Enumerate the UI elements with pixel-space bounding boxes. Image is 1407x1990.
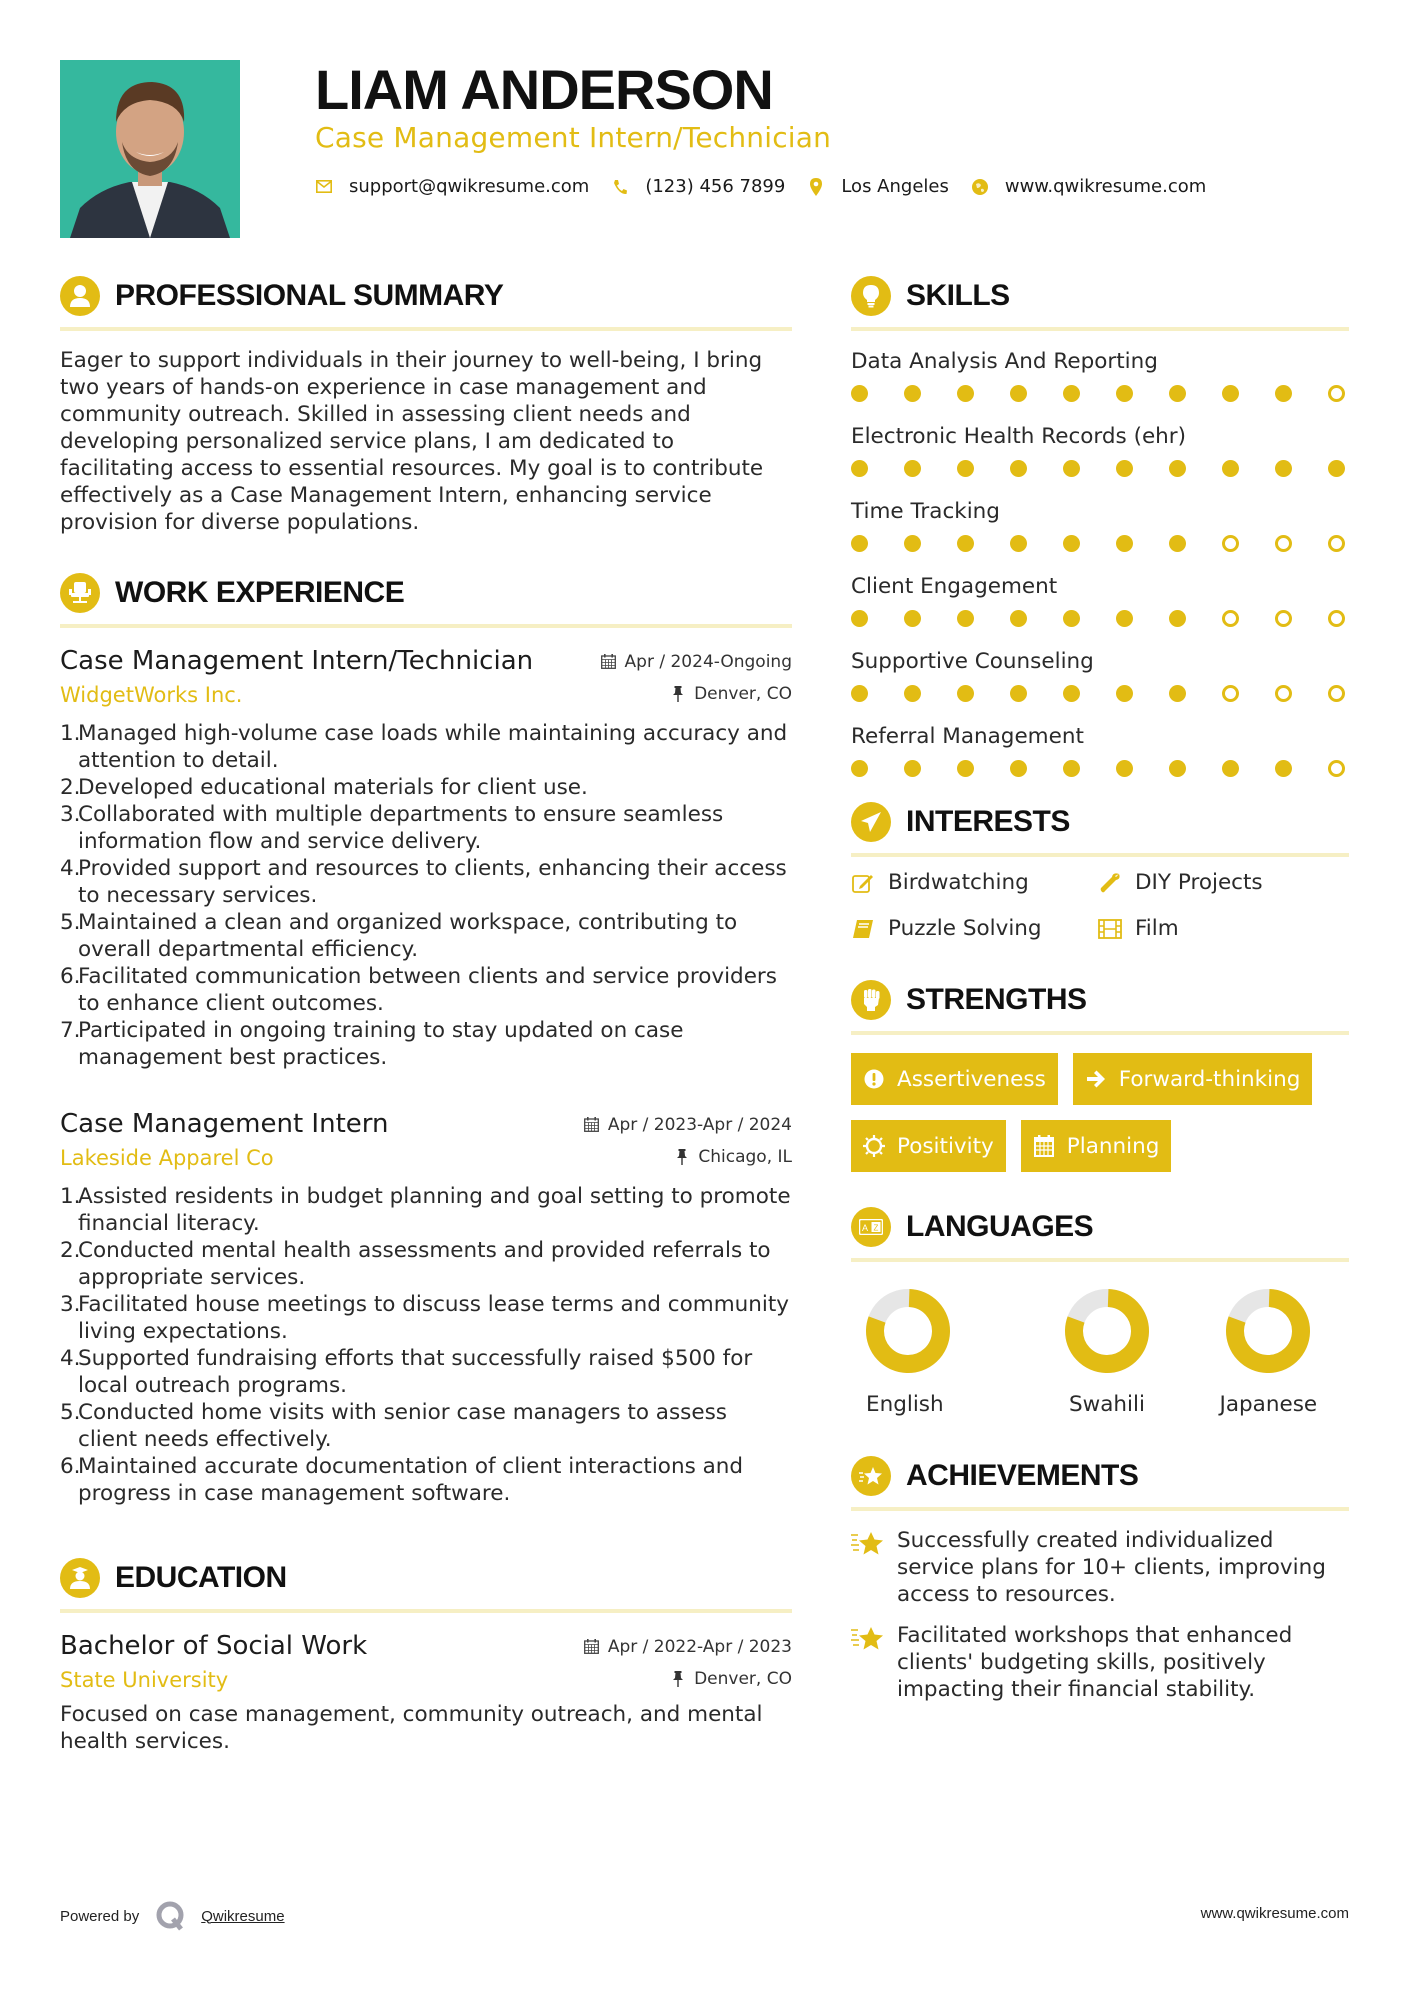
rating-dot-filled [1063, 760, 1080, 777]
skill-name: Client Engagement [851, 574, 1058, 599]
section-title: ACHIEVEMENTS [906, 1459, 1139, 1492]
section-title: WORK EXPERIENCE [115, 576, 405, 609]
strength-tag [1021, 1120, 1172, 1172]
rating-dot-filled [851, 685, 868, 702]
languages-list [851, 1288, 1349, 1417]
interest-label: Film [1135, 916, 1179, 941]
education-description: Focused on case management, community outreach, and mental health services. [60, 1702, 763, 1754]
skill-name: Electronic Health Records (ehr) [851, 424, 1187, 449]
rating-dot-empty [1275, 610, 1292, 627]
footer-website-link[interactable]: www.qwikresume.com [1200, 1905, 1349, 1922]
rating-dot-filled [904, 685, 921, 702]
rating-dot-empty [1275, 685, 1292, 702]
rating-dot-filled [1063, 610, 1080, 627]
section-divider [60, 624, 792, 628]
strength-tag [1073, 1053, 1313, 1105]
strength-label: Assertiveness [897, 1066, 1046, 1092]
star-badge-icon [851, 1456, 891, 1496]
section-divider [60, 1609, 792, 1613]
education-dates [584, 1637, 792, 1657]
raised-fist-icon [851, 980, 891, 1020]
office-chair-icon [60, 573, 100, 613]
paper-plane-icon [851, 802, 891, 842]
language-item [865, 1288, 1026, 1417]
bullet-item: 7. Participated in ongoing training to stay updated on case management best practices. [60, 1018, 684, 1070]
achievement-text: Facilitated workshops that enhanced clients' budgeting skills, positively impacting their financial stability. [897, 1623, 1293, 1702]
company-name: WidgetWorks Inc. [60, 683, 243, 707]
skill-item [851, 347, 1349, 416]
skill-name: Supportive Counseling [851, 649, 1094, 674]
section-title: STRENGTHS [906, 983, 1087, 1016]
rating-dot-empty [1275, 535, 1292, 552]
envelope-icon [315, 178, 333, 196]
rating-dot-filled [1169, 460, 1186, 477]
rating-dot-filled [957, 460, 974, 477]
language-name: Japanese [1219, 1392, 1318, 1417]
calendar-icon [601, 654, 617, 670]
rating-dot-filled [1063, 685, 1080, 702]
section-title: EDUCATION [115, 1561, 287, 1594]
svg-text:A: A [861, 1223, 869, 1233]
contact-location-text: Los Angeles [841, 176, 949, 197]
rating-dot-filled [1063, 535, 1080, 552]
rating-dot-filled [1275, 385, 1292, 402]
job-location-text: Chicago, IL [698, 1147, 792, 1167]
skill-item [851, 422, 1349, 491]
job-location [674, 1147, 792, 1167]
job-location-text: Denver, CO [694, 684, 792, 704]
language-name: English [866, 1392, 944, 1417]
achievements-section [851, 1455, 1349, 1703]
contact-phone-text: (123) 456 7899 [645, 176, 786, 197]
left-column [60, 275, 792, 1783]
rating-dot-filled [1169, 385, 1186, 402]
graduate-icon [60, 1558, 100, 1598]
profile-photo [60, 60, 240, 238]
bullet-item: 5. Conducted home visits with senior case managers to assess client needs effectively. [60, 1400, 728, 1452]
job-bullets [60, 1183, 792, 1507]
job-bullets [60, 720, 792, 1071]
section-divider [851, 1031, 1349, 1035]
education-location-text: Denver, CO [694, 1669, 792, 1689]
company-name: Lakeside Apparel Co [60, 1146, 274, 1170]
skill-rating [851, 527, 1345, 566]
achievement-item [851, 1622, 1349, 1703]
exclamation-circle-icon [863, 1068, 885, 1090]
strength-label: Positivity [897, 1133, 994, 1159]
achievement-text: Successfully created individualized service plans for 10+ clients, improving access to resources. [897, 1528, 1326, 1607]
rating-dot-filled [904, 760, 921, 777]
language-proficiency-donut [865, 1288, 951, 1374]
footer-powered-by [60, 1900, 285, 1932]
rating-dot-filled [904, 460, 921, 477]
language-item [1188, 1288, 1349, 1417]
skill-name: Referral Management [851, 724, 1084, 749]
rating-dot-filled [904, 385, 921, 402]
bullet-item: 4. Provided support and resources to clients, enhancing their access to necessary services. [60, 856, 787, 908]
rating-dot-filled [957, 685, 974, 702]
interests-section [851, 801, 1349, 945]
rating-dot-filled [851, 760, 868, 777]
interest-item [851, 913, 1098, 945]
skill-item [851, 497, 1349, 566]
calendar-icon [1033, 1135, 1055, 1157]
section-divider [60, 327, 792, 331]
bullet-item: 3. Facilitated house meetings to discuss lease terms and community living expectations. [60, 1292, 790, 1344]
globe-icon [971, 178, 989, 196]
rating-dot-filled [1169, 610, 1186, 627]
bullet-item: 5. Maintained a clean and organized workspace, contributing to overall departmental efficiency. [60, 910, 738, 962]
map-pin-icon [807, 178, 825, 196]
summary-text: Eager to support individuals in their journey to well-being, I bring two years of hands-on experience in case management and community outreach. Skilled in assessing client needs and developing personalized service plans, I am dedicated to facilitating access to essential resources. My goal is to contribute effectively as a Case Management Intern, enhancing service provision for diverse populations. [60, 348, 764, 535]
contact-website-text: www.qwikresume.com [1004, 176, 1207, 197]
skills-section [851, 275, 1349, 791]
skills-list [851, 347, 1349, 791]
shooting-star-icon [851, 1622, 887, 1703]
skill-rating [851, 377, 1345, 416]
skill-rating [851, 452, 1345, 491]
bullet-item: 1. Managed high-volume case loads while maintaining accuracy and attention to detail. [60, 721, 788, 773]
pushpin-icon [670, 1671, 686, 1687]
bullet-item: 1. Assisted residents in budget planning and goal setting to promote financial literacy. [60, 1184, 791, 1236]
degree: Bachelor of Social Work [60, 1631, 368, 1661]
education-entry [60, 1629, 792, 1755]
rating-dot-filled [851, 610, 868, 627]
qwikresume-logo-icon [155, 1900, 187, 1932]
wrench-icon [1098, 871, 1122, 895]
rating-dot-filled [1328, 460, 1345, 477]
language-proficiency-donut [1064, 1288, 1150, 1374]
rating-dot-filled [957, 760, 974, 777]
interest-item [1098, 867, 1345, 899]
bullet-item: 2. Developed educational materials for client use. [60, 775, 588, 800]
rating-dot-filled [904, 535, 921, 552]
rating-dot-empty [1222, 610, 1239, 627]
rating-dot-filled [1116, 535, 1133, 552]
rating-dot-filled [957, 610, 974, 627]
strength-tag [851, 1120, 1006, 1172]
pencil-square-icon [851, 871, 875, 895]
interests-list [851, 867, 1349, 945]
calendar-icon [584, 1639, 600, 1655]
strengths-list [851, 1053, 1349, 1172]
rating-dot-filled [1116, 685, 1133, 702]
arrow-right-icon [1085, 1068, 1107, 1090]
skill-rating [851, 677, 1345, 716]
bullet-item: 6. Maintained accurate documentation of client interactions and progress in case management software. [60, 1454, 744, 1506]
candidate-role: Case Management Intern/Technician [315, 121, 832, 154]
sun-icon [863, 1135, 885, 1157]
rating-dot-filled [1222, 385, 1239, 402]
rating-dot-empty [1328, 535, 1345, 552]
candidate-name: LIAM ANDERSON [315, 58, 773, 121]
rating-dot-filled [1116, 385, 1133, 402]
contact-email[interactable] [315, 176, 589, 197]
interest-item [1098, 913, 1345, 945]
strength-label: Forward-thinking [1118, 1066, 1301, 1092]
job-dates [601, 652, 792, 672]
skill-rating [851, 752, 1345, 791]
rating-dot-empty [1222, 535, 1239, 552]
pushpin-icon [674, 1149, 690, 1165]
bullet-item: 2. Conducted mental health assessments and provided referrals to appropriate services. [60, 1238, 771, 1290]
rating-dot-filled [1275, 460, 1292, 477]
rating-dot-filled [1169, 535, 1186, 552]
rating-dot-filled [1010, 460, 1027, 477]
contact-email-text: support@qwikresume.com [349, 176, 590, 197]
job-dates-text: Apr / 2024-Ongoing [624, 651, 792, 672]
contact-phone[interactable] [611, 176, 785, 197]
translate-icon [851, 1207, 891, 1247]
skill-item [851, 647, 1349, 716]
skill-name: Time Tracking [851, 499, 1000, 524]
interest-label: DIY Projects [1135, 870, 1263, 895]
interest-label: Puzzle Solving [888, 916, 1042, 941]
rating-dot-empty [1328, 685, 1345, 702]
skill-name: Data Analysis And Reporting [851, 349, 1158, 374]
skill-rating [851, 602, 1345, 641]
right-column [851, 275, 1349, 1717]
rating-dot-filled [1116, 460, 1133, 477]
rating-dot-filled [1010, 610, 1027, 627]
section-divider [851, 327, 1349, 331]
rating-dot-filled [1222, 460, 1239, 477]
rating-dot-filled [851, 460, 868, 477]
rating-dot-filled [1116, 760, 1133, 777]
bullet-item: 3. Collaborated with multiple departments to ensure seamless information flow and service delivery. [60, 802, 724, 854]
section-divider [851, 1258, 1349, 1262]
rating-dot-filled [1010, 760, 1027, 777]
section-title: PROFESSIONAL SUMMARY [115, 279, 504, 312]
strength-label: Planning [1066, 1133, 1160, 1159]
user-icon [60, 276, 100, 316]
achievement-item [851, 1527, 1349, 1608]
film-icon [1098, 917, 1122, 941]
book-icon [851, 917, 875, 941]
education-section [60, 1557, 792, 1755]
job-entry [60, 1107, 792, 1507]
contact-bar [315, 176, 1375, 197]
rating-dot-filled [1169, 685, 1186, 702]
summary-section [60, 275, 792, 536]
contact-website[interactable] [971, 176, 1206, 197]
bullet-item: 6. Facilitated communication between clients and service providers to enhance client outcomes. [60, 964, 777, 1016]
section-divider [851, 853, 1349, 857]
rating-dot-empty [1328, 760, 1345, 777]
lightbulb-icon [851, 276, 891, 316]
contact-location [807, 176, 949, 197]
language-proficiency-donut [1225, 1288, 1311, 1374]
job-entry [60, 644, 792, 1071]
rating-dot-filled [1116, 610, 1133, 627]
language-item [1026, 1288, 1187, 1417]
qwikresume-link[interactable]: Qwikresume [201, 1907, 285, 1925]
section-title: LANGUAGES [906, 1210, 1094, 1243]
skill-item [851, 722, 1349, 791]
rating-dot-filled [1063, 385, 1080, 402]
rating-dot-filled [957, 385, 974, 402]
rating-dot-filled [1010, 535, 1027, 552]
rating-dot-filled [904, 610, 921, 627]
strengths-section [851, 979, 1349, 1172]
rating-dot-filled [957, 535, 974, 552]
rating-dot-filled [1169, 760, 1186, 777]
education-location [670, 1669, 792, 1689]
rating-dot-filled [1010, 385, 1027, 402]
rating-dot-filled [851, 385, 868, 402]
section-title: INTERESTS [906, 805, 1070, 838]
education-dates-text: Apr / 2022-Apr / 2023 [607, 1636, 792, 1657]
phone-icon [611, 178, 629, 196]
languages-section [851, 1206, 1349, 1417]
interest-item [851, 867, 1098, 899]
powered-by-label: Powered by [60, 1907, 140, 1925]
pushpin-icon [670, 686, 686, 702]
job-title: Case Management Intern [60, 1109, 389, 1139]
rating-dot-filled [1222, 760, 1239, 777]
section-title: SKILLS [906, 279, 1010, 312]
job-location [670, 684, 792, 704]
shooting-star-icon [851, 1527, 887, 1608]
section-divider [851, 1507, 1349, 1511]
calendar-icon [584, 1117, 600, 1133]
rating-dot-empty [1328, 385, 1345, 402]
experience-section [60, 572, 792, 1507]
resume-header [315, 58, 1375, 197]
rating-dot-filled [1275, 760, 1292, 777]
skill-item [851, 572, 1349, 641]
job-dates-text: Apr / 2023-Apr / 2024 [607, 1114, 792, 1135]
rating-dot-empty [1222, 685, 1239, 702]
job-title: Case Management Intern/Technician [60, 646, 534, 676]
rating-dot-filled [1063, 460, 1080, 477]
rating-dot-filled [1010, 685, 1027, 702]
rating-dot-filled [851, 535, 868, 552]
rating-dot-empty [1328, 610, 1345, 627]
school-name: State University [60, 1668, 229, 1692]
strength-tag [851, 1053, 1058, 1105]
language-name: Swahili [1069, 1392, 1145, 1417]
job-dates [584, 1115, 792, 1135]
interest-label: Birdwatching [888, 870, 1029, 895]
svg-text:Z: Z [873, 1223, 879, 1233]
bullet-item: 4. Supported fundraising efforts that successfully raised $500 for local outreach programs. [60, 1346, 753, 1398]
